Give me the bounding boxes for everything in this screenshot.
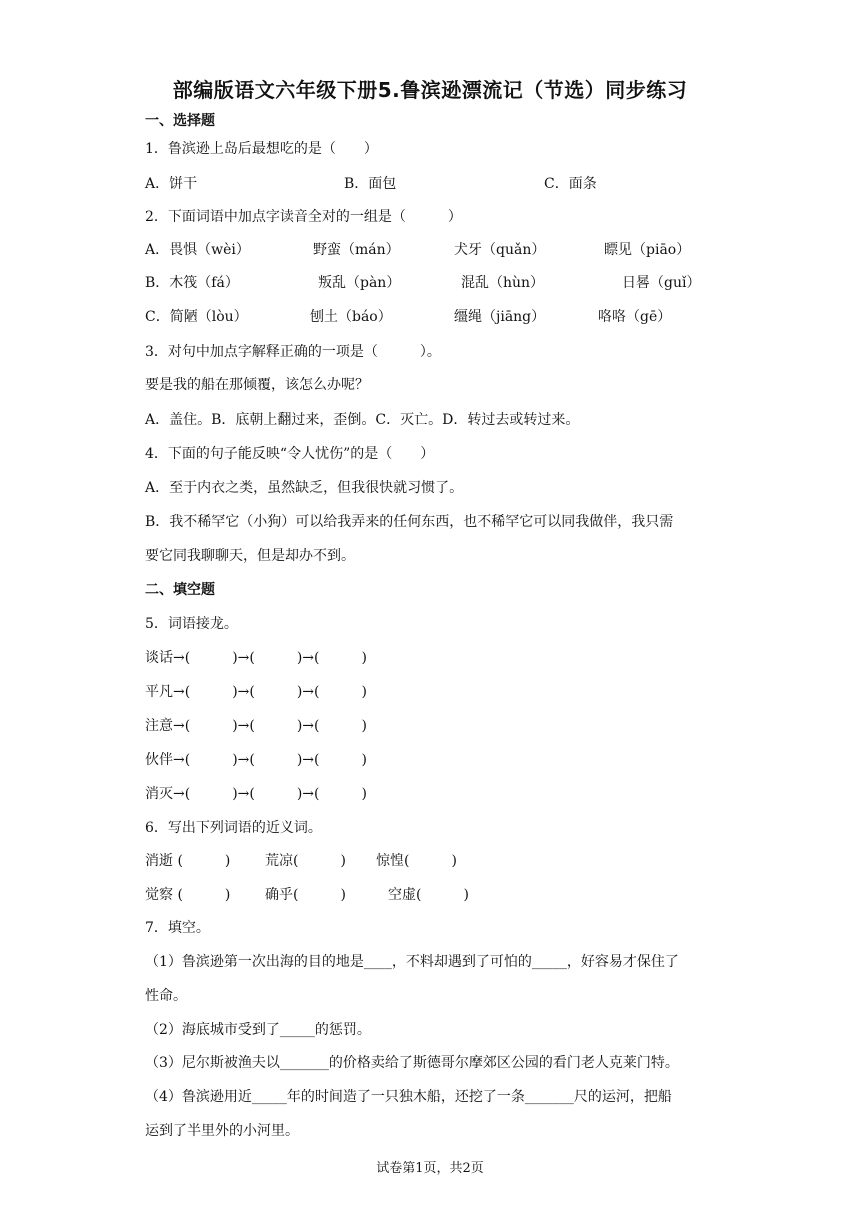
q6-stem: 6．写出下列词语的近义词。 xyxy=(145,820,322,836)
q2-a-1: A．畏惧（wèi） xyxy=(145,242,250,258)
q1-stem: 1．鲁滨逊上岛后最想吃的是（ ） xyxy=(145,141,378,157)
q2-b-2: 叛乱（pàn） xyxy=(318,275,401,291)
q4-option-b-line2: 要它同我聊聊天，但是却办不到。 xyxy=(145,548,355,564)
q5-row-2: 平凡→( )→( )→( ) xyxy=(145,684,367,700)
page-title: 部编版语文六年级下册5.鲁滨逊漂流记（节选）同步练习 xyxy=(172,78,688,102)
page-footer: 试卷第1页，共2页 xyxy=(376,1161,484,1176)
q2-a-3: 犬牙（quǎn） xyxy=(454,242,546,258)
q2-c-1: C．简陋（lòu） xyxy=(145,309,248,325)
q5-stem: 5．词语接龙。 xyxy=(145,616,238,632)
q7-part-2: （2）海底城市受到了_____的惩罚。 xyxy=(145,1022,371,1038)
q2-a-2: 野蛮（mán） xyxy=(313,242,400,258)
q3-options: A．盖住。B．底朝上翻过来，歪倒。C．灭亡。D．转过去或转过来。 xyxy=(145,412,580,428)
q2-b-3: 混乱（hùn） xyxy=(461,275,545,291)
q7-stem: 7．填空。 xyxy=(145,920,210,936)
q1-option-c: C．面条 xyxy=(544,176,597,192)
q2-c-2: 刨土（báo） xyxy=(310,309,392,325)
q1-option-b: B．面包 xyxy=(344,176,397,192)
q2-a-4: 瞟见（piāo） xyxy=(604,242,691,258)
q6-item-2: 荒凉( ) xyxy=(265,853,346,869)
q7-part-1a: （1）鲁滨逊第一次出海的目的地是____，不料却遇到了可怕的_____，好容易才保住了 xyxy=(145,954,679,970)
q5-row-1: 谈话→( )→( )→( ) xyxy=(145,650,367,666)
q6-item-6: 空虚( ) xyxy=(388,887,469,903)
q2-stem: 2．下面词语中加点字读音全对的一组是（ ） xyxy=(145,209,462,225)
q4-stem: 4．下面的句子能反映“令人忧伤”的是（ ） xyxy=(145,446,435,462)
q1-option-a: A．饼干 xyxy=(145,176,198,192)
q7-part-4b: 运到了半里外的小河里。 xyxy=(145,1123,299,1139)
q6-item-4: 觉察 ( ) xyxy=(145,887,231,903)
q4-option-a: A．至于内衣之类，虽然缺乏，但我很快就习惯了。 xyxy=(145,480,464,496)
q2-b-4: 日晷（guǐ） xyxy=(622,275,701,291)
q6-item-1: 消逝 ( ) xyxy=(145,853,231,869)
q7-part-1b: 性命。 xyxy=(145,988,187,1004)
q7-part-3: （3）尼尔斯被渔夫以_______的价格卖给了斯德哥尔摩郊区公园的看门老人克莱门特。 xyxy=(145,1055,679,1071)
q2-b-1: B．木筏（fá） xyxy=(145,275,239,291)
q5-row-5: 消灭→( )→( )→( ) xyxy=(145,786,367,802)
q5-row-3: 注意→( )→( )→( ) xyxy=(145,718,367,734)
q4-option-b-line1: B．我不稀罕它（小狗）可以给我弄来的任何东西，也不稀罕它可以同我做伴，我只需 xyxy=(145,514,674,530)
q6-item-3: 惊惶( ) xyxy=(376,853,457,869)
section-heading-choice: 一、选择题 xyxy=(145,113,215,129)
q3-stem: 3．对句中加点字解释正确的一项是（ ）。 xyxy=(145,344,441,360)
q7-part-4a: （4）鲁滨逊用近_____年的时间造了一只独木船，还挖了一条_______尺的运河，把船 xyxy=(145,1089,672,1105)
q6-item-5: 确乎( ) xyxy=(265,887,346,903)
q5-row-4: 伙伴→( )→( )→( ) xyxy=(145,752,367,768)
q2-c-4: 咯咯（gē） xyxy=(598,309,672,325)
q3-sentence: 要是我的船在那倾覆，该怎么办呢？ xyxy=(145,377,369,393)
q2-c-3: 缰绳（jiāng） xyxy=(454,309,546,325)
section-heading-fill: 二、填空题 xyxy=(145,582,215,598)
